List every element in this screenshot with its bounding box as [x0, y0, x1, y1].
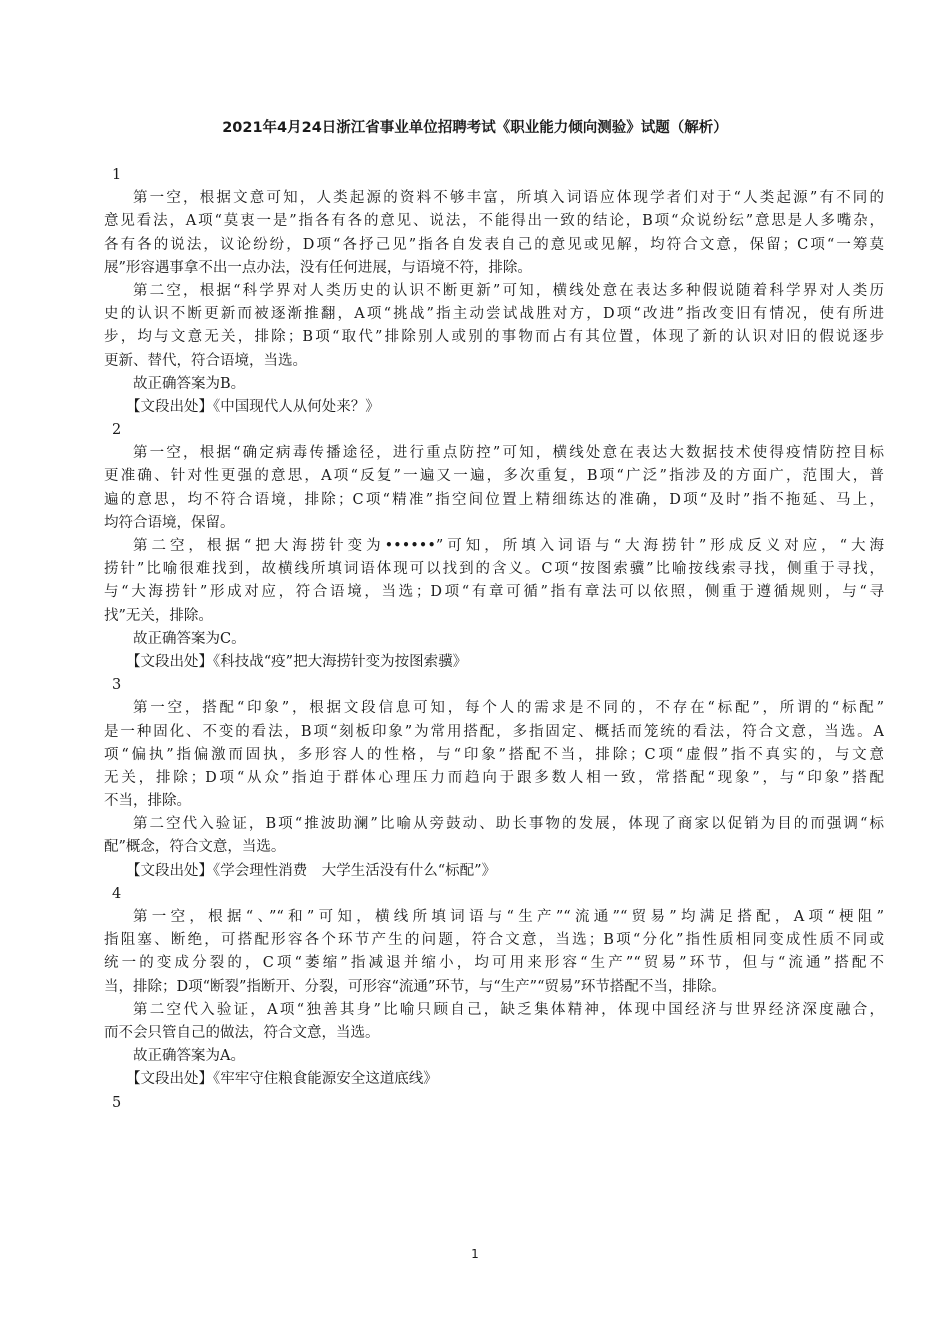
text-line: 是一种固化、不变的看法，B项“刻板印象”为常用搭配，多指固定、概括而笼统的看法，符合文意，当选。A: [104, 723, 884, 740]
text-line: 故正确答案为C。: [133, 630, 246, 647]
document-title: 2021年4月24日浙江省事业单位招聘考试《职业能力倾向测验》试题（解析）: [222, 120, 728, 136]
text-line: 与“大海捞针”形成对应，符合语境，当选；D项“有章可循”指有章法可以依照，侧重于遵循规则，与“寻: [104, 584, 884, 601]
page-number: 1: [471, 1247, 479, 1261]
text-line: 捞针”比喻很难找到，故横线所填词语体现可以找到的含义。C项“按图索骥”比喻按线索寻找，侧重于寻找，: [104, 561, 884, 578]
text-line: 故正确答案为A。: [133, 1048, 245, 1065]
text-line: 遍的意思，均不符合语境，排除；C项“精准”指空间位置上精细练达的准确，D项“及时”指不拖延、马上，: [104, 491, 884, 508]
text-line: 第二空，根据“把大海捞针变为••••••”可知，所填入词语与“大海捞针”形成反义对应，“大海: [133, 538, 884, 554]
text-line: 第一空，搭配“印象”，根据文段信息可知，每个人的需求是不同的，不存在“标配”，所谓的“标配”: [133, 700, 884, 717]
text-line: 而不会只管自己的做法，符合文意，当选。: [104, 1024, 380, 1041]
text-line: 无关，排除；D项“从众”指迫于群体心理压力而趋向于跟多数人相一致，常搭配“现象”，与“印象”搭配: [104, 769, 884, 786]
source-citation: 【文段出处】《科技战“疫”把大海捞针变为按图索骥》: [126, 653, 468, 670]
source-citation: 【文段出处】《牢牢守住粮食能源安全这道底线》: [126, 1071, 438, 1088]
source-citation: 【文段出处】《学会理性消费 大学生活没有什么“标配”》: [126, 862, 497, 879]
text-line: 展”形容遇事拿不出一点办法，没有任何进展，与语境不符，排除。: [104, 259, 532, 276]
text-line: 第二空代入验证，B项“推波助澜”比喻从旁鼓动、助长事物的发展，体现了商家以促销为目的而强调“标: [133, 816, 884, 833]
text-line: 不当，排除。: [104, 793, 191, 810]
text-line: 第一空，根据“确定病毒传播途径，进行重点防控”可知，横线处意在表达大数据技术使得疫情防控目标: [133, 445, 884, 462]
text-line: 第一空，根据文意可知，人类起源的资料不够丰富，所填入词语应体现学者们对于“人类起源”有不同的: [133, 190, 884, 207]
text-line: 指阻塞、断绝，可搭配形容各个环节产生的问题，符合文意，当选；B项“分化”指性质相同变成性质不同或: [104, 932, 884, 949]
text-line: 项“偏执”指偏激而固执，多形容人的性格，与“印象”搭配不当，排除；C项“虚假”指不真实的，与文意: [104, 746, 884, 763]
text-line: 更新、替代，符合语境，当选。: [104, 352, 307, 369]
text-line: 史的认识不断更新而被逐渐推翻，A项“挑战”指主动尝试战胜对方，D项“改进”指改变旧有情况，使有所进: [104, 306, 884, 323]
text-line: 第二空，根据“科学界对人类历史的认识不断更新”可知，横线处意在表达多种假说随着科学界对人类历: [133, 282, 884, 299]
text-line: 当，排除；D项“断裂”指断开、分裂，可形容“流通”环节，与“生产”“贸易”环节搭配不当，排除。: [104, 978, 726, 995]
question-number: 5: [112, 1094, 122, 1111]
text-line: 配”概念，符合文意，当选。: [104, 839, 286, 856]
question-number: 4: [112, 885, 122, 902]
text-line: 各有各的说法，议论纷纷，D项“各抒己见”指各自发表自己的意见或见解，均符合文意，保留；C项“一筹莫: [104, 236, 884, 253]
text-line: 第二空代入验证，A项“独善其身”比喻只顾自己，缺乏集体精神，体现中国经济与世界经济深度融合，: [133, 1001, 884, 1018]
text-line: 故正确答案为B。: [133, 375, 246, 392]
text-line: 步，均与文意无关，排除；B项“取代”排除别人或别的事物而占有其位置，体现了新的认识对旧的假说逐步: [104, 329, 884, 346]
text-line: 更准确、针对性更强的意思，A项“反复”一遍又一遍，多次重复，B项“广泛”指涉及的方面广，范围大，普: [104, 468, 884, 485]
document-body: [104, 164, 884, 1115]
question-number: 1: [112, 167, 122, 183]
text-line: 意见看法，A项“莫衷一是”指各有各的意见、说法，不能得出一致的结论，B项“众说纷纭”意思是人多嘴杂，: [104, 213, 884, 230]
text-line: 第一空，根据“、”“和”可知，横线所填词语与“生产”“流通”“贸易”均满足搭配，A项“梗阻”: [133, 909, 884, 925]
text-line: 统一的变成分裂的，C项“萎缩”指减退并缩小，均可用来形容“生产”“贸易”环节，但与“流通”搭配不: [104, 955, 884, 972]
text-line: 均符合语境，保留。: [104, 514, 235, 531]
question-number: 2: [112, 422, 122, 439]
text-line: 找”无关，排除。: [104, 607, 213, 624]
question-number: 3: [112, 677, 122, 694]
source-citation: 【文段出处】《中国现代人从何处来？》: [126, 398, 380, 415]
